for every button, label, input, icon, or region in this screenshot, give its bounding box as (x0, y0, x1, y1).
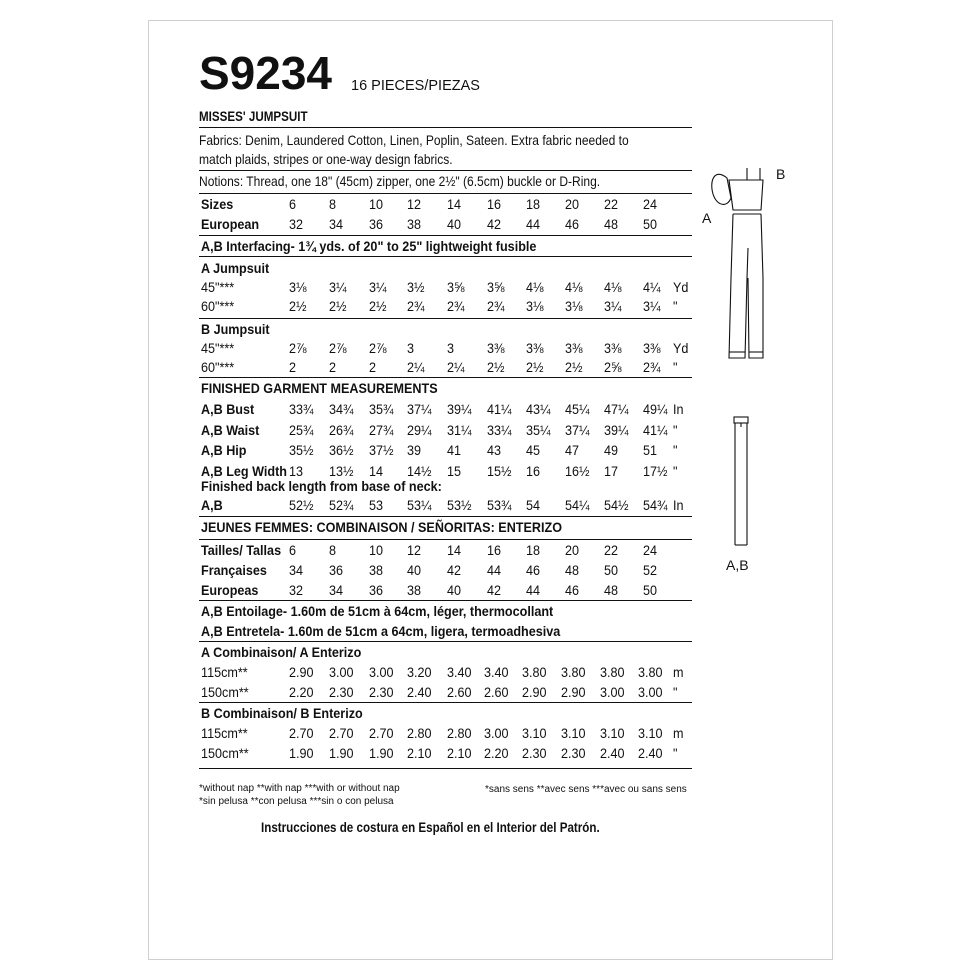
views-ab-label: A,B (726, 557, 749, 573)
divider (199, 516, 692, 517)
table-cell: 3⅛ (565, 298, 583, 314)
table-cell: 2¾ (447, 298, 465, 314)
unit-label: Yd (673, 340, 689, 356)
section-heading: B Jumpsuit (201, 321, 270, 337)
table-cell: 52½ (289, 497, 314, 513)
table-cell: 2.40 (600, 745, 625, 761)
table-cell: 2⅞ (329, 340, 347, 356)
table-cell: 3.00 (638, 684, 663, 700)
table-cell: 2⅝ (604, 359, 622, 375)
table-cell: 3.10 (522, 725, 547, 741)
table-cell: 17 (604, 462, 619, 479)
table-cell: 1.90 (289, 745, 314, 761)
table-cell: 2.30 (329, 684, 354, 700)
table-cell: 8 (329, 196, 337, 212)
table-cell: 50 (604, 562, 619, 578)
table-cell: 36 (329, 562, 344, 578)
table-cell: 43 (487, 442, 502, 458)
table-cell: 3.40 (484, 664, 509, 680)
divider (199, 702, 692, 703)
table-cell: 18 (526, 542, 541, 558)
table-cell: 3.10 (600, 725, 625, 741)
table-cell: 3.10 (561, 725, 586, 741)
jumpsuit-front-illustration (705, 158, 795, 368)
row-label: A,B Hip (201, 442, 247, 458)
table-cell: 13½ (329, 462, 354, 479)
table-cell: 41¼ (643, 421, 668, 438)
table-cell: 2½ (369, 298, 387, 314)
table-cell: 2½ (565, 359, 583, 375)
table-cell: 52¾ (329, 497, 354, 513)
table-cell: 39¼ (447, 401, 472, 417)
divider (199, 127, 692, 128)
table-cell: 3.10 (638, 725, 663, 741)
table-cell: 3.00 (329, 664, 354, 680)
table-cell: 3.80 (638, 664, 663, 680)
table-cell: 3½ (407, 279, 425, 295)
table-cell: 33¼ (487, 421, 512, 438)
table-cell: 44 (526, 216, 541, 232)
table-cell: 2½ (487, 359, 505, 375)
table-cell: 2¾ (643, 359, 661, 375)
table-cell: 14 (369, 462, 384, 479)
table-cell: 33¾ (289, 401, 314, 417)
section-heading: A Combinaison/ A Enterizo (201, 644, 362, 660)
divider (199, 641, 692, 642)
table-cell: 1.90 (329, 745, 354, 761)
table-cell: 53 (369, 497, 384, 513)
divider (199, 256, 692, 257)
table-cell: 2.30 (369, 684, 394, 700)
table-cell: 2¾ (407, 298, 425, 314)
section-heading: JEUNES FEMMES: COMBINAISON / SEÑORITAS: ENTERIZO (201, 519, 562, 535)
table-cell: 40 (447, 582, 462, 598)
table-cell: 6 (289, 542, 297, 558)
table-cell: 2.60 (447, 684, 472, 700)
divider (199, 539, 692, 540)
table-cell: 43¼ (526, 401, 551, 417)
table-cell: 31¼ (447, 421, 472, 438)
divider (199, 193, 692, 194)
table-cell: 3⅜ (604, 340, 622, 356)
table-cell: 16½ (565, 462, 590, 479)
section-heading: Finished back length from base of neck: (201, 478, 442, 494)
table-cell: 3⅜ (526, 340, 544, 356)
view-b-label: B (776, 166, 786, 182)
notions-line: Notions: Thread, one 18" (45cm) zipper, one 2½" (6.5cm) buckle or D-Ring. (199, 173, 601, 189)
table-cell: 39 (407, 442, 422, 458)
table-cell: 4¼ (643, 279, 661, 295)
unit-label: " (673, 462, 678, 479)
table-cell: 49 (604, 442, 619, 458)
table-cell: 34 (329, 216, 344, 232)
table-cell: 22 (604, 196, 619, 212)
table-cell: 10 (369, 196, 384, 212)
table-cell: 24 (643, 196, 658, 212)
table-cell: 3⅝ (447, 279, 465, 295)
table-cell: 2.80 (447, 725, 472, 741)
table-cell: 40 (407, 562, 422, 578)
divider (199, 235, 692, 236)
nap-note-english: *without nap **with nap ***with or without nap (199, 783, 400, 794)
table-cell: 3⅛ (289, 279, 307, 295)
row-label: 60"*** (201, 298, 235, 314)
table-cell: 2.80 (407, 725, 432, 741)
table-cell: 34¾ (329, 401, 354, 417)
interfacing-line: A,B Interfacing- 1¾ yds. of 20" to 25" lightweight fusible (201, 238, 537, 254)
table-cell: 45 (526, 442, 541, 458)
unit-label: m (673, 664, 684, 680)
table-cell: 49¼ (643, 401, 668, 417)
table-cell: 48 (604, 582, 619, 598)
table-cell: 2½ (289, 298, 307, 314)
table-cell: 10 (369, 542, 384, 558)
table-cell: 37½ (369, 442, 394, 458)
table-cell: 2.60 (484, 684, 509, 700)
table-cell: 25¾ (289, 421, 314, 438)
row-label: Europeas (201, 582, 259, 598)
table-cell: 53¾ (487, 497, 512, 513)
row-label: 115cm** (201, 664, 248, 680)
unit-label: " (673, 359, 678, 375)
unit-label: In (673, 401, 684, 417)
table-cell: 3¼ (329, 279, 347, 295)
spanish-instructions-note: Instrucciones de costura en Español en el Interior del Patrón. (261, 820, 600, 835)
table-cell: 2¾ (487, 298, 505, 314)
unit-label: Yd (673, 279, 689, 295)
table-cell: 2 (289, 359, 297, 375)
table-cell: 8 (329, 542, 337, 558)
table-cell: 50 (643, 216, 658, 232)
unit-label: " (673, 298, 678, 314)
table-cell: 3.80 (600, 664, 625, 680)
table-cell: 2.10 (447, 745, 472, 761)
table-cell: 41¼ (487, 401, 512, 417)
table-cell: 14½ (407, 462, 432, 479)
divider (199, 600, 692, 601)
divider (199, 377, 692, 378)
pattern-title: MISSES' JUMPSUIT (199, 109, 308, 124)
table-cell: 13 (289, 462, 304, 479)
table-cell: 34 (289, 562, 304, 578)
table-cell: 38 (407, 216, 422, 232)
table-cell: 20 (565, 542, 580, 558)
row-label: Sizes (201, 196, 234, 212)
table-cell: 3.80 (522, 664, 547, 680)
table-cell: 46 (526, 562, 541, 578)
table-cell: 3⅜ (487, 340, 505, 356)
table-cell: 2.70 (289, 725, 314, 741)
divider (199, 170, 692, 171)
pattern-code: S9234 (199, 47, 333, 99)
table-cell: 2.10 (407, 745, 432, 761)
table-cell: 20 (565, 196, 580, 212)
table-cell: 3.00 (369, 664, 394, 680)
table-cell: 47¼ (604, 401, 629, 417)
table-cell: 24 (643, 542, 658, 558)
table-cell: 2¼ (407, 359, 425, 375)
row-label: A,B (201, 497, 223, 513)
row-label: 150cm** (201, 745, 249, 761)
divider (199, 768, 692, 769)
table-cell: 2.30 (522, 745, 547, 761)
table-cell: 54½ (604, 497, 629, 513)
table-cell: 2½ (526, 359, 544, 375)
row-label: Françaises (201, 562, 267, 578)
table-cell: 2.40 (638, 745, 663, 761)
row-label: A,B Bust (201, 401, 255, 417)
divider (199, 318, 692, 319)
table-cell: 16 (526, 462, 541, 479)
table-cell: 54¾ (643, 497, 668, 513)
table-cell: 2 (329, 359, 337, 375)
row-label: 45"*** (201, 279, 235, 295)
table-cell: 6 (289, 196, 297, 212)
table-cell: 47 (565, 442, 580, 458)
table-cell: 2.70 (329, 725, 354, 741)
table-cell: 3¼ (604, 298, 622, 314)
table-cell: 53½ (447, 497, 472, 513)
table-cell: 3¼ (369, 279, 387, 295)
table-cell: 46 (565, 582, 580, 598)
table-cell: 52 (643, 562, 658, 578)
table-cell: 3 (407, 340, 415, 356)
table-cell: 4⅛ (565, 279, 583, 295)
table-cell: 48 (604, 216, 619, 232)
table-cell: 3 (447, 340, 455, 356)
fabrics-line-2: match plaids, stripes or one-way design fabrics. (199, 151, 453, 167)
table-cell: 3.00 (600, 684, 625, 700)
table-cell: 15½ (487, 462, 512, 479)
table-cell: 15 (447, 462, 462, 479)
table-cell: 3⅜ (565, 340, 583, 356)
section-heading: A Jumpsuit (201, 260, 270, 276)
table-cell: 34 (329, 582, 344, 598)
table-cell: 45¼ (565, 401, 590, 417)
table-cell: 35¼ (526, 421, 551, 438)
unit-label: " (673, 745, 678, 761)
table-cell: 2¼ (447, 359, 465, 375)
table-cell: 26¾ (329, 421, 354, 438)
table-cell: 22 (604, 542, 619, 558)
table-cell: 38 (407, 582, 422, 598)
row-label: 115cm** (201, 725, 248, 741)
table-cell: 17½ (643, 462, 668, 479)
unit-label: " (673, 421, 678, 438)
table-cell: 42 (487, 582, 502, 598)
nap-note-spanish: *sin pelusa **con pelusa ***sin o con pelusa (199, 796, 394, 807)
row-label: Tailles/ Tallas (201, 542, 282, 558)
table-cell: 2.40 (407, 684, 432, 700)
table-cell: 35¾ (369, 401, 394, 417)
unit-label: In (673, 497, 684, 513)
table-cell: 3¼ (643, 298, 661, 314)
table-cell: 48 (565, 562, 580, 578)
table-cell: 3⅝ (487, 279, 505, 295)
table-cell: 36 (369, 216, 384, 232)
unit-label: " (673, 442, 678, 458)
table-cell: 42 (487, 216, 502, 232)
table-cell: 2 (369, 359, 377, 375)
table-cell: 1.90 (369, 745, 394, 761)
table-cell: 2.70 (369, 725, 394, 741)
table-cell: 27¾ (369, 421, 394, 438)
table-cell: 2.90 (561, 684, 586, 700)
table-cell: 37¼ (565, 421, 590, 438)
table-cell: 54 (526, 497, 541, 513)
jumpsuit-back-illustration (728, 413, 754, 553)
table-cell: 37¼ (407, 401, 432, 417)
table-cell: 2.20 (484, 745, 509, 761)
table-cell: 46 (565, 216, 580, 232)
unit-label: " (673, 684, 678, 700)
table-cell: 2½ (329, 298, 347, 314)
view-a-label: A (702, 210, 712, 226)
table-cell: 16 (487, 196, 502, 212)
table-cell: 44 (526, 582, 541, 598)
table-cell: 44 (487, 562, 502, 578)
table-cell: 12 (407, 196, 422, 212)
table-cell: 39¼ (604, 421, 629, 438)
table-cell: 3.80 (561, 664, 586, 680)
table-cell: 4⅛ (604, 279, 622, 295)
table-cell: 3⅜ (643, 340, 661, 356)
row-label: A,B Leg Width (201, 462, 287, 479)
table-cell: 38 (369, 562, 384, 578)
table-cell: 18 (526, 196, 541, 212)
row-label: 45"*** (201, 340, 235, 356)
table-cell: 54¼ (565, 497, 590, 513)
table-cell: 50 (643, 582, 658, 598)
table-cell: 36 (369, 582, 384, 598)
section-heading: FINISHED GARMENT MEASUREMENTS (201, 380, 438, 396)
interfacing-line-french: A,B Entoilage- 1.60m de 51cm à 64cm, léger, thermocollant (201, 603, 554, 619)
table-cell: 2.30 (561, 745, 586, 761)
table-cell: 51 (643, 442, 658, 458)
table-cell: 40 (447, 216, 462, 232)
table-cell: 3.20 (407, 664, 432, 680)
row-label: European (201, 216, 260, 232)
table-cell: 14 (447, 542, 462, 558)
table-cell: 4⅛ (526, 279, 544, 295)
table-cell: 2.90 (522, 684, 547, 700)
table-cell: 2.20 (289, 684, 314, 700)
pieces-count: 16 PIECES/PIEZAS (351, 78, 480, 94)
row-label: A,B Waist (201, 421, 260, 438)
table-cell: 3.00 (484, 725, 509, 741)
row-label: 60"*** (201, 359, 235, 375)
table-cell: 2.90 (289, 664, 314, 680)
table-cell: 42 (447, 562, 462, 578)
table-cell: 32 (289, 582, 304, 598)
table-cell: 41 (447, 442, 462, 458)
table-cell: 2⅞ (369, 340, 387, 356)
unit-label: m (673, 725, 684, 741)
table-cell: 16 (487, 542, 502, 558)
table-cell: 32 (289, 216, 304, 232)
table-cell: 3.40 (447, 664, 472, 680)
table-cell: 29¼ (407, 421, 432, 438)
table-cell: 53¼ (407, 497, 432, 513)
fabrics-line-1: Fabrics: Denim, Laundered Cotton, Linen, Poplin, Sateen. Extra fabric needed to (199, 132, 629, 148)
table-cell: 36½ (329, 442, 354, 458)
table-cell: 35½ (289, 442, 314, 458)
section-heading: B Combinaison/ B Enterizo (201, 705, 363, 721)
interfacing-line-spanish: A,B Entretela- 1.60m de 51cm a 64cm, ligera, termoadhesiva (201, 623, 561, 639)
table-cell: 12 (407, 542, 422, 558)
nap-note-french: *sans sens **avec sens ***avec ou sans sens (485, 784, 687, 795)
table-cell: 14 (447, 196, 462, 212)
row-label: 150cm** (201, 684, 249, 700)
table-cell: 2⅞ (289, 340, 307, 356)
table-cell: 3⅛ (526, 298, 544, 314)
